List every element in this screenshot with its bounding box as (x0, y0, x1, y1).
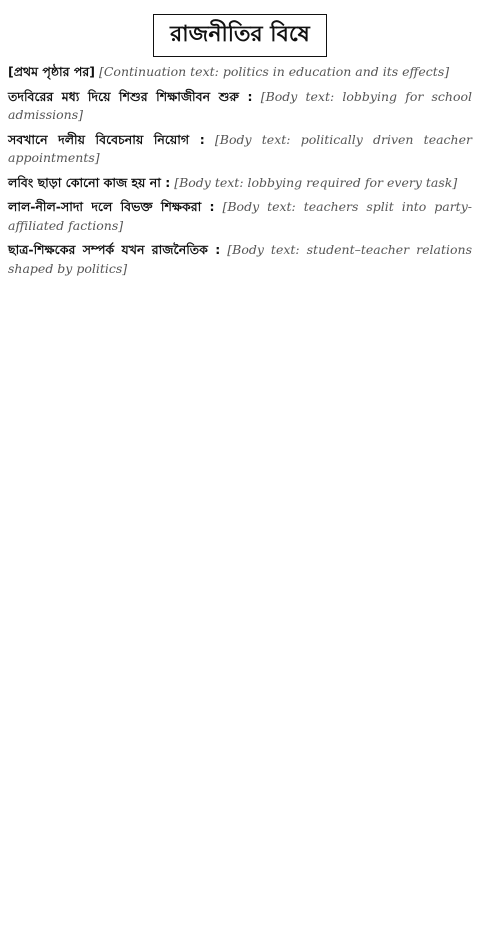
article-section (8, 63, 472, 82)
article-section (8, 88, 472, 125)
section-summary: [Body text: teachers split into party-affiliated factions] (8, 199, 472, 233)
section-heading: তদবিরের মধ্য দিয়ে শিশুর শিক্ষাজীবন শুরু : (8, 88, 253, 104)
section-heading: ছাত্র-শিক্ষকের সম্পর্ক যখন রাজনৈতিক : (8, 242, 221, 257)
cut-off-top-line (8, 0, 472, 10)
section-heading: লাল-নীল-সাদা দলে বিভক্ত শিক্ষকরা : (8, 199, 215, 214)
section-heading: [প্রথম পৃষ্ঠার পর] (8, 64, 95, 79)
section-summary: [Body text: student–teacher relations shaped by politics] (8, 242, 472, 276)
article-section (8, 241, 472, 278)
section-summary: [Continuation text: politics in education and its effects] (98, 64, 450, 79)
section-paragraph (8, 174, 472, 193)
section-paragraph (8, 88, 472, 125)
article-section (8, 198, 472, 235)
section-heading: লবিং ছাড়া কোনো কাজ হয় না : (8, 174, 171, 190)
article-section (8, 131, 472, 168)
section-summary: [Body text: politically driven teacher appointments] (8, 131, 472, 165)
title-wrap (8, 14, 472, 57)
section-summary: [Body text: lobbying required for every task] (174, 174, 458, 190)
section-summary: [Body text: lobbying for school admissions] (8, 88, 473, 122)
section-paragraph (8, 63, 472, 82)
section-paragraph (8, 241, 472, 278)
article-section (8, 174, 472, 193)
section-paragraph (8, 198, 472, 235)
section-paragraph (8, 131, 472, 168)
article-title: রাজনীতির বিষে (153, 14, 327, 57)
article-body (8, 63, 472, 278)
section-heading: সবখানে দলীয় বিবেচনায় নিয়োগ : (8, 131, 205, 147)
